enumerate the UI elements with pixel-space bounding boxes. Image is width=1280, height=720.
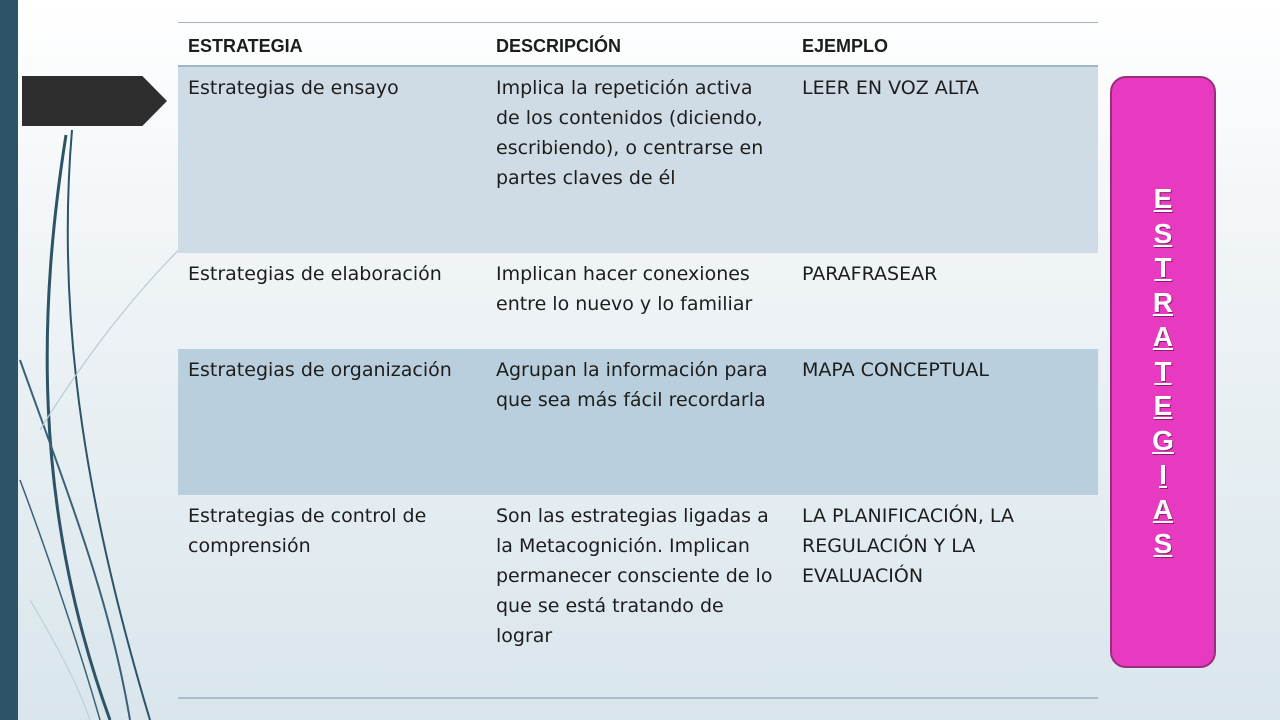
cell-example: LEER EN VOZ ALTA (792, 66, 1098, 253)
banner-letter: E (1153, 390, 1173, 422)
header-strategy: ESTRATEGIA (178, 23, 486, 67)
cell-strategy: Estrategias de ensayo (178, 66, 486, 253)
cell-description: Agrupan la información para que sea más fácil recordarla (486, 349, 792, 495)
banner-letter: R (1152, 286, 1174, 318)
table-header-row (178, 23, 1098, 67)
banner-letter: A (1152, 321, 1174, 353)
cell-example: MAPA CONCEPTUAL (792, 349, 1098, 495)
table-row (178, 66, 1098, 253)
table-row (178, 495, 1098, 698)
cell-description: Son las estrategias ligadas a la Metacognición. Implican permanecer consciente de lo que se está tratando de lograr (486, 495, 792, 698)
cell-description: Implica la repetición activa de los contenidos (diciendo, escribiendo), o centrarse en partes claves de él (486, 66, 792, 253)
estrategias-vertical-banner (1110, 76, 1216, 668)
banner-letter: S (1153, 217, 1173, 249)
banner-letter: S (1153, 528, 1173, 560)
banner-letter: T (1154, 355, 1172, 387)
strategies-table (178, 22, 1098, 699)
cell-strategy: Estrategias de elaboración (188, 263, 442, 285)
arrow-tab-shape (22, 76, 167, 126)
banner-letter: A (1152, 493, 1174, 525)
cell-description: Implican hacer conexiones entre lo nuevo y lo familiar (496, 263, 753, 315)
cell-example: PARAFRASEAR (802, 263, 938, 285)
table-row (178, 349, 1098, 495)
header-example: EJEMPLO (792, 23, 1098, 67)
cell-example: LA PLANIFICACIÓN, LA REGULACIÓN Y LA EVALUACIÓN (792, 495, 1098, 698)
banner-letter: G (1152, 424, 1174, 456)
banner-letter: I (1159, 459, 1167, 491)
header-description: DESCRIPCIÓN (486, 23, 792, 67)
cell-strategy: Estrategias de control de comprensión (178, 495, 486, 698)
table-row (178, 253, 1098, 349)
banner-letter: E (1153, 183, 1173, 215)
cell-strategy: Estrategias de organización (178, 349, 486, 495)
banner-letter: T (1154, 252, 1172, 284)
